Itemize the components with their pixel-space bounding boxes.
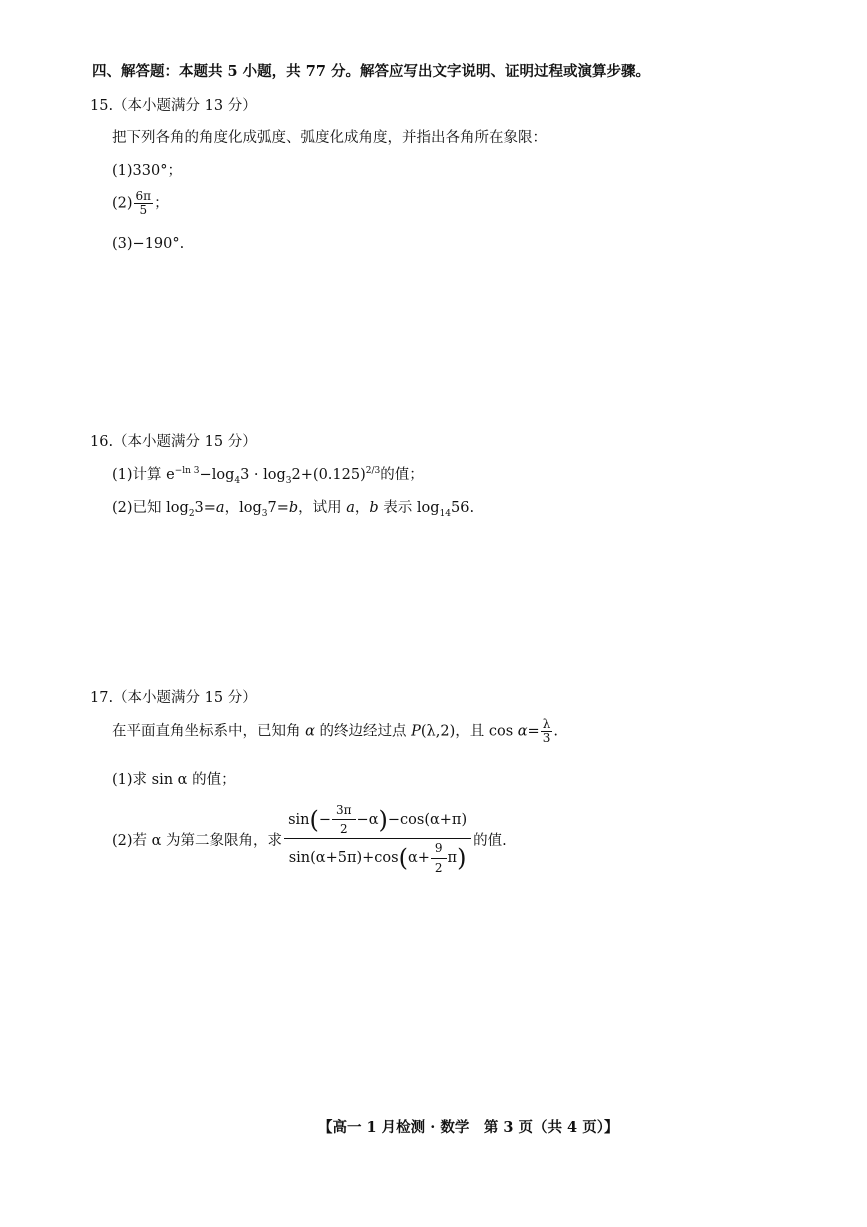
q16-part1-base1: 4 <box>234 475 241 486</box>
section-header: 四、解答题：本题共 5 小题，共 77 分。解答应写出文字说明、证明过程或演算步骤。 <box>92 63 650 80</box>
q16-part1-suffix: 的值； <box>380 467 424 483</box>
q15-item2-fraction <box>134 190 154 217</box>
q17-num-fraction <box>332 804 356 836</box>
q17-title: 17.（本小题满分 15 分） <box>90 690 257 706</box>
q16-part2-text-d: 7= <box>267 500 289 516</box>
q16-title: 16.（本小题满分 15 分） <box>90 434 257 450</box>
q17-big-fraction <box>284 804 471 875</box>
q17-point: P <box>411 723 421 740</box>
q16-part1-base2: 3 <box>285 475 292 486</box>
q16-part1 <box>112 463 424 486</box>
q16-part1-text-b: −log <box>199 467 235 483</box>
q16-part2-var-b: b <box>288 500 299 516</box>
q15-item3: (3)−190°. <box>112 236 185 252</box>
q16-part2-var-a: a <box>215 500 225 516</box>
q15-item2 <box>112 190 169 217</box>
q17-big-denominator <box>285 839 471 874</box>
q16-part1-text-a: (1)计算 e <box>112 467 175 483</box>
q15-item2-numerator: 6π <box>135 189 152 203</box>
q16-part2-text-c: ，log <box>224 500 262 516</box>
q17-part2 <box>112 804 507 875</box>
q16-part1-exponent: −ln 3 <box>174 466 200 477</box>
q16-part1-text-d: 2+(0.125) <box>291 467 366 483</box>
q16-part2-text-e: ，试用 <box>298 500 347 516</box>
q16-part2 <box>112 496 474 519</box>
q17-part2-suffix: 的值. <box>473 832 507 849</box>
q17-num-frac-denominator: 2 <box>339 822 348 837</box>
q16-part2-text-f: ， <box>354 500 370 516</box>
q15-item1: (1)330°； <box>112 163 182 179</box>
q17-cos-denominator: 3 <box>542 731 551 746</box>
q17-den-frac-denominator: 2 <box>434 860 443 875</box>
q17-cos-numerator: λ <box>542 717 551 731</box>
q17-prompt-text-c: (λ,2)，且 cos <box>420 723 518 740</box>
q17-num-lparen: ( <box>309 806 319 835</box>
q17-alpha: α <box>305 723 315 740</box>
q16-part2-base2: 3 <box>261 508 268 519</box>
q17-num-rparen: ) <box>378 806 388 835</box>
q17-den-frac-numerator: 9 <box>431 842 447 858</box>
q16-part2-text-h: 56. <box>451 500 475 516</box>
q17-prompt-text-a: 在平面直角坐标系中，已知角 <box>112 723 306 740</box>
q17-num-cos: −cos(α+π) <box>387 812 468 829</box>
q16-part2-var-a2: a <box>346 500 355 516</box>
q15-item2-denominator: 5 <box>139 203 148 218</box>
q16-part2-text-a: (2)已知 log <box>112 500 189 516</box>
q16-part2-text-g: 表示 log <box>378 500 440 516</box>
q17-den-lparen: ( <box>398 844 408 873</box>
page-footer: 【高一 1 月检测 · 数学 第 3 页（共 4 页）】 <box>318 1119 619 1136</box>
q17-den-text-a: sin(α+5π)+cos <box>288 850 399 867</box>
q17-part1: (1)求 sin α 的值； <box>112 772 236 788</box>
q17-big-numerator: sin(− $\frac{3\pi}{2}$ −α)−cos(α+π) <box>284 804 471 839</box>
q15-item2-prefix: (2) <box>112 195 133 212</box>
q16-part1-exponent2: 2/3 <box>365 466 381 477</box>
q17-prompt-end: . <box>553 723 558 740</box>
q16-part2-text-b: 3= <box>194 500 216 516</box>
q16-part2-base1: 2 <box>188 508 195 519</box>
q17-prompt-text-b: 的终边经过点 <box>314 723 412 740</box>
q17-part2-prefix: (2)若 α 为第二象限角，求 <box>112 832 283 849</box>
q17-den-fraction <box>431 842 447 874</box>
q17-prompt-eq: = <box>527 723 540 740</box>
q17-den-pi: π <box>447 850 458 867</box>
q17-num-sin: sin <box>288 812 310 829</box>
q17-num-minus-alpha: −α <box>356 812 379 829</box>
q17-alpha-2: α <box>517 723 528 740</box>
q17-prompt <box>112 718 558 745</box>
q16-part2-base3: 14 <box>439 508 452 519</box>
q17-cos-fraction <box>541 718 553 745</box>
q15-prompt: 把下列各角的角度化成弧度、弧度化成角度，并指出各角所在象限： <box>112 130 547 146</box>
q15-title: 15.（本小题满分 13 分） <box>90 98 257 114</box>
q16-part2-var-b2: b <box>369 500 379 516</box>
q17-num-frac-numerator: 3π <box>332 804 356 820</box>
q17-den-rparen: ) <box>457 844 467 873</box>
q15-item2-suffix: ； <box>154 195 169 212</box>
q16-part1-text-c: 3 · log <box>240 467 286 483</box>
q17-den-alpha-plus: α+ <box>407 850 430 867</box>
